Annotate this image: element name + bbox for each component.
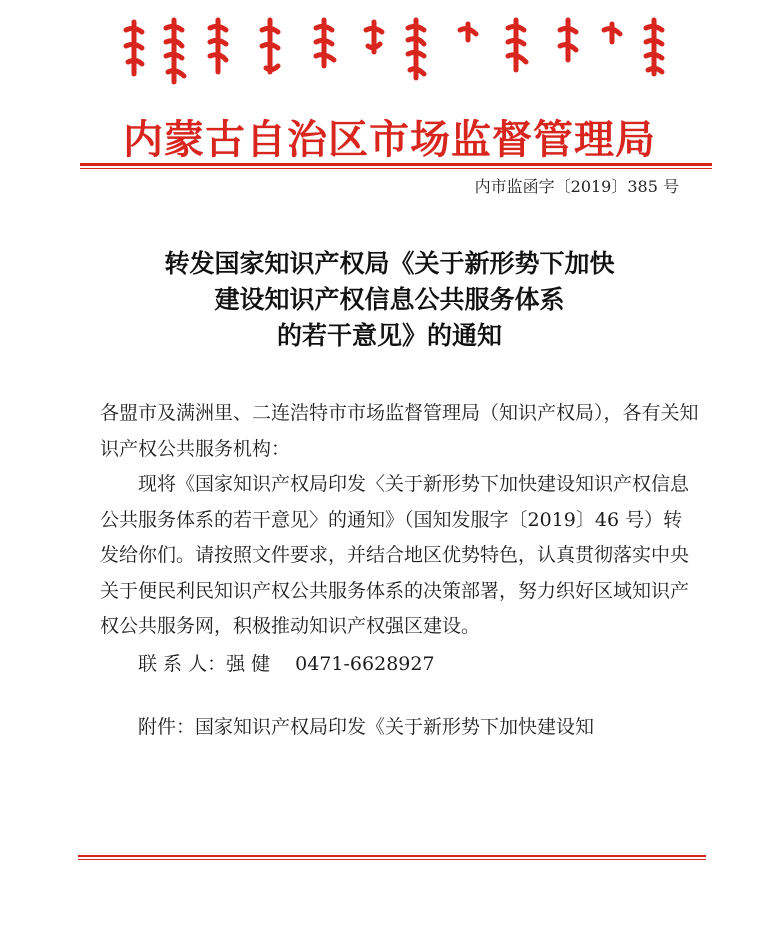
agency-name: 内蒙古自治区市场监督管理局 (123, 116, 656, 163)
header-red-rule (80, 163, 712, 166)
main-paragraph: 现将《国家知识产权局印发〈关于新形势下加快建设知识产权信息公共服务体系的若干意见〉的通知》（国知发服字〔2019〕46 号）转发给你们。请按照文件要求，并结合地区优势特色，认真贯彻落实中央关于便民利民知识产权公共服务体系的决策部署，努力织好区域知识产权公共服务网，积极推动知识产权强区建设。 (100, 473, 690, 637)
contact-line: 联 系 人：强 健 0471-6628927 (138, 652, 435, 675)
footer-red-rule (78, 855, 706, 857)
document-body (100, 396, 700, 746)
footer-red-rule-thin (78, 859, 706, 860)
title-line-1: 转发国家知识产权局《关于新形势下加快 (164, 249, 615, 278)
title-line-3: 的若干意见》的通知 (276, 321, 502, 350)
addressee: 各盟市及满洲里、二连浩特市市场监督管理局（知识产权局），各有关知识产权公共服务机构： (100, 402, 699, 460)
header-red-rule-thin (80, 168, 712, 169)
document-number: 内市监函字〔2019〕385 号 (474, 177, 679, 196)
mongolian-script-glyphs (112, 12, 672, 92)
mongolian-script-header (112, 12, 672, 92)
title-line-2: 建设知识产权信息公共服务体系 (214, 285, 565, 314)
document-title (0, 246, 779, 354)
attachment-line: 附件：国家知识产权局印发《关于新形势下加快建设知 (138, 716, 595, 738)
